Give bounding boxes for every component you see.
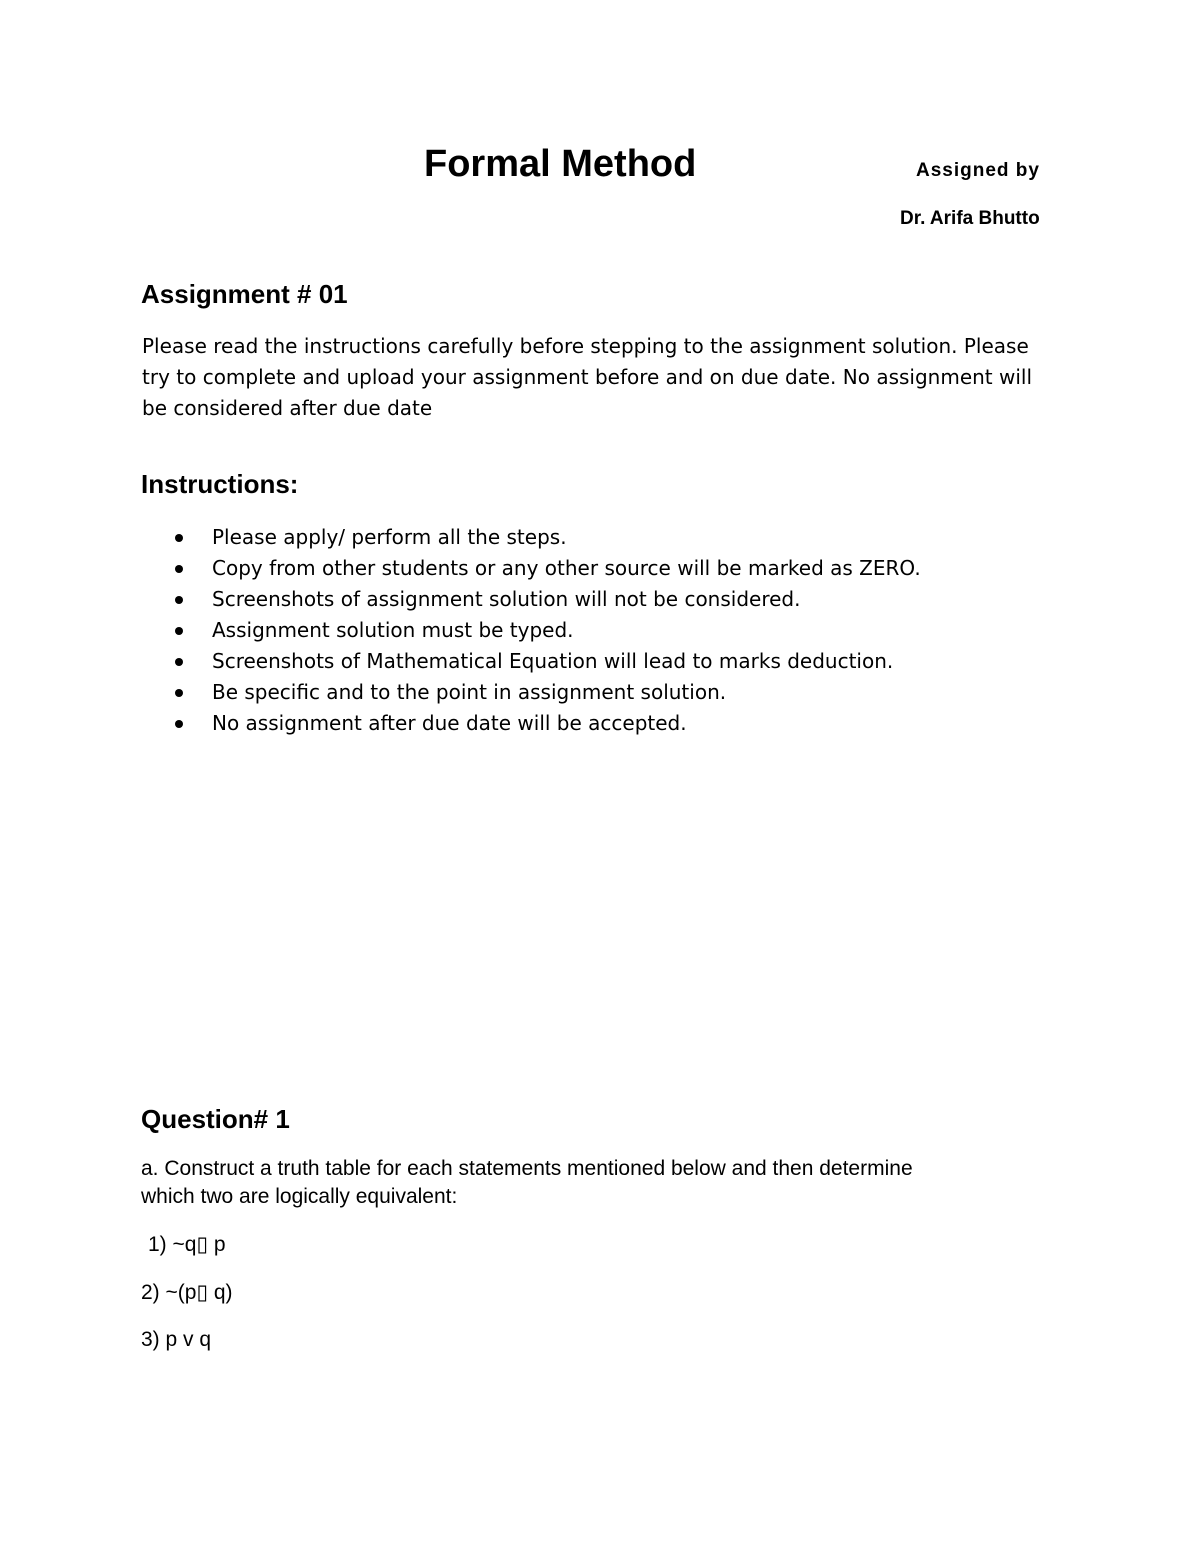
- question-line: which two are logically equivalent:: [141, 1185, 458, 1208]
- list-item: [172, 522, 921, 553]
- list-item: [172, 553, 921, 584]
- instructions-heading: Instructions:: [141, 469, 299, 499]
- bullet-icon: [175, 534, 183, 542]
- list-item-text: Please apply/ perform all the steps.: [212, 525, 567, 549]
- intro-line: try to complete and upload your assignment before and on due date. No assignment will: [142, 365, 1033, 389]
- bullet-icon: [175, 658, 183, 666]
- statement-1: 1) ~q▯ p: [148, 1233, 226, 1256]
- bullet-icon: [175, 627, 183, 635]
- list-item: [172, 615, 921, 646]
- document-title: Formal Method: [424, 143, 697, 185]
- bullet-icon: [175, 689, 183, 697]
- list-item-text: Assignment solution must be typed.: [212, 618, 574, 642]
- bullet-icon: [175, 596, 183, 604]
- question-text: [141, 1155, 1041, 1211]
- list-item: [172, 646, 921, 677]
- question-line: a. Construct a truth table for each statements mentioned below and then determine: [141, 1157, 913, 1180]
- assignment-heading: Assignment # 01: [141, 279, 348, 309]
- intro-paragraph: [142, 331, 1072, 424]
- list-item-text: Screenshots of assignment solution will not be considered.: [212, 587, 801, 611]
- statement-3: 3) p v q: [141, 1328, 212, 1351]
- list-item-text: Screenshots of Mathematical Equation will lead to marks deduction.: [212, 649, 894, 673]
- bullet-icon: [175, 565, 183, 573]
- list-item: [172, 584, 921, 615]
- list-item: [172, 708, 921, 739]
- instructions-list: [172, 522, 921, 739]
- author-name: Dr. Arifa Bhutto: [900, 208, 1040, 229]
- question-heading: Question# 1: [141, 1104, 290, 1134]
- list-item-text: Copy from other students or any other source will be marked as ZERO.: [212, 556, 921, 580]
- intro-line: Please read the instructions carefully before stepping to the assignment solution. Please: [142, 334, 1029, 358]
- list-item-text: No assignment after due date will be accepted.: [212, 711, 687, 735]
- bullet-icon: [175, 720, 183, 728]
- assigned-by-label: Assigned by: [916, 160, 1040, 181]
- list-item-text: Be specific and to the point in assignment solution.: [212, 680, 727, 704]
- intro-line: be considered after due date: [142, 396, 433, 420]
- statement-2: 2) ~(p▯ q): [141, 1281, 233, 1304]
- list-item: [172, 677, 921, 708]
